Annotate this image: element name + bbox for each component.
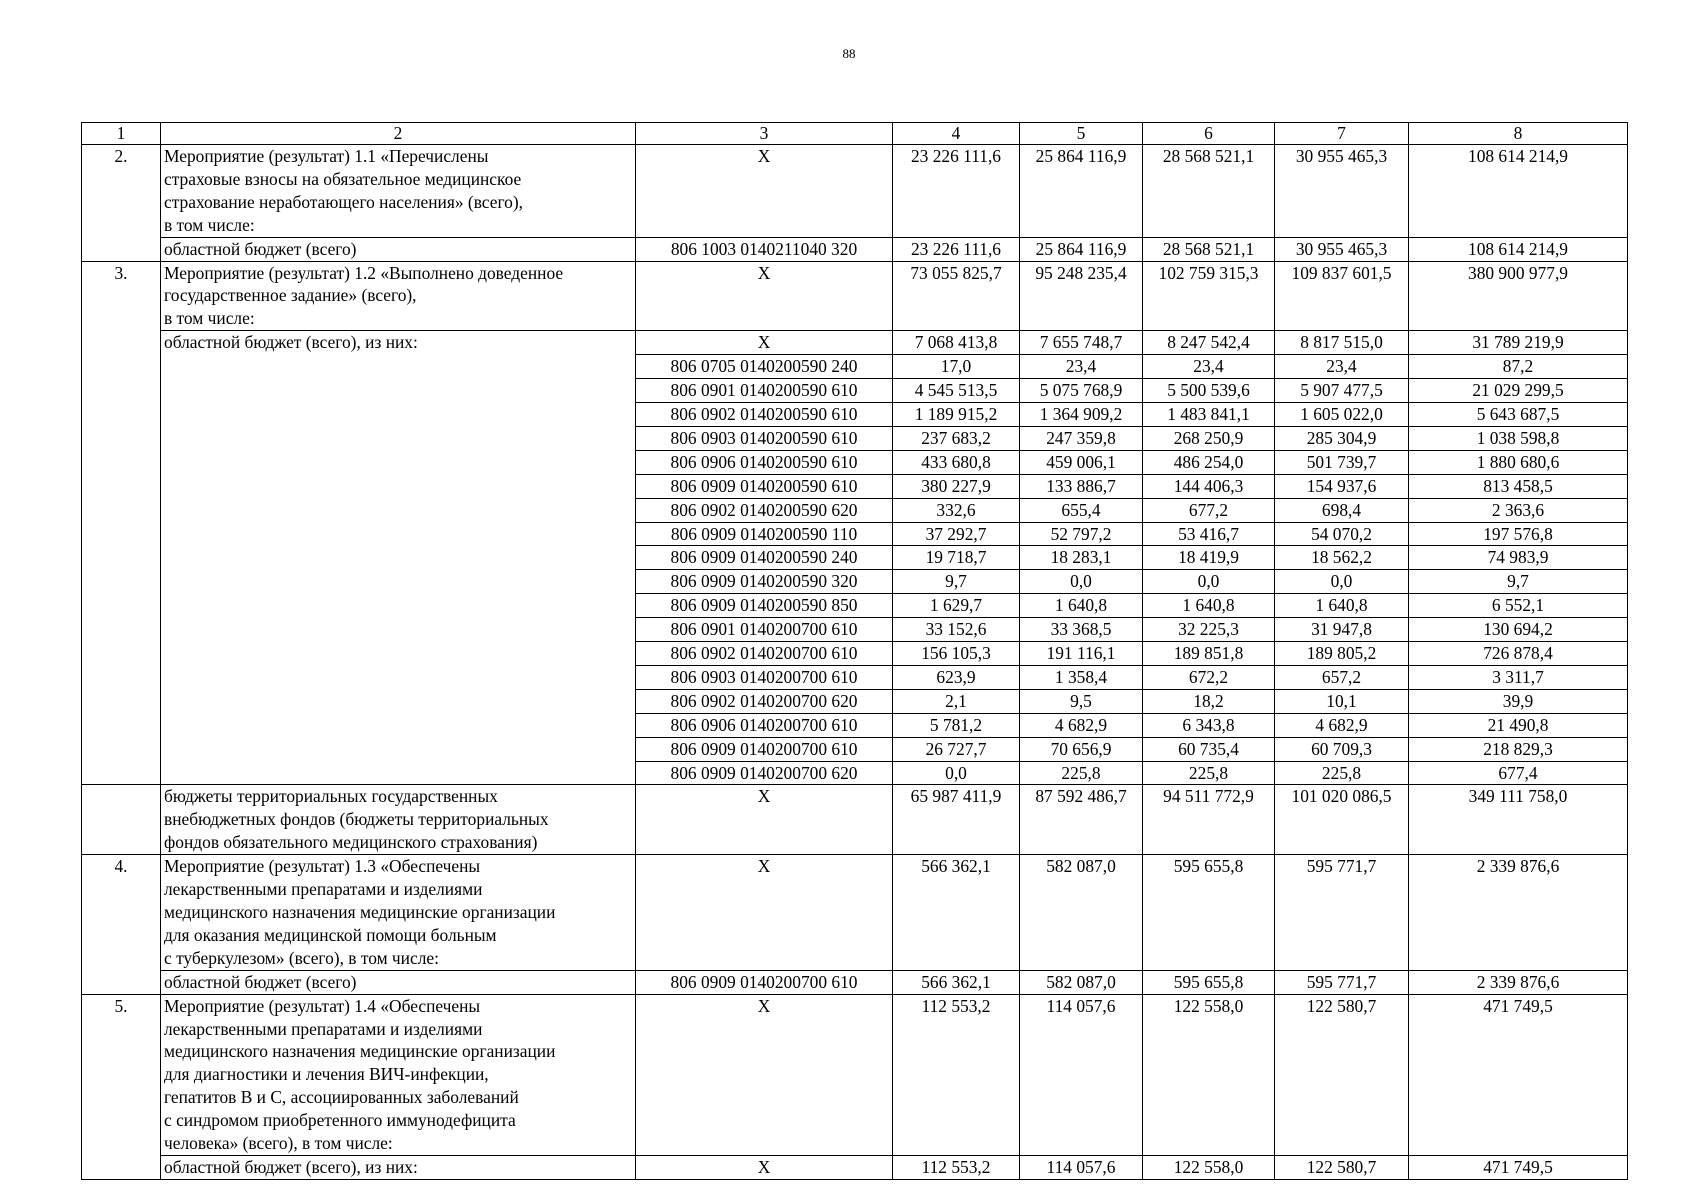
value-col4-cell: 17,0 — [893, 355, 1020, 379]
row-number-cell — [82, 402, 161, 426]
value-col8-cell: 21 029 299,5 — [1409, 379, 1628, 403]
value-col7-cell: 109 837 601,5 — [1275, 261, 1409, 331]
value-col7-cell: 595 771,7 — [1275, 855, 1409, 971]
row-name-line: областной бюджет (всего), из них: — [164, 332, 418, 353]
value-col4-cell: 7 068 413,8 — [893, 331, 1020, 355]
value-col8-cell: 2 339 876,6 — [1409, 970, 1628, 994]
value-col7-cell: 595 771,7 — [1275, 970, 1409, 994]
value-col8-cell: 3 311,7 — [1409, 665, 1628, 689]
table-row-budget-code — [82, 450, 1628, 474]
value-col7-cell: 122 580,7 — [1275, 1155, 1409, 1179]
value-col6-cell: 1 483 841,1 — [1143, 402, 1275, 426]
row-name-line: государственное задание» (всего), — [164, 285, 417, 306]
value-col6-cell: 268 250,9 — [1143, 426, 1275, 450]
value-col8-cell: 197 576,8 — [1409, 522, 1628, 546]
value-col5-cell: 25 864 116,9 — [1020, 145, 1143, 238]
table-row-budget-code — [82, 737, 1628, 761]
value-col5-cell: 582 087,0 — [1020, 855, 1143, 971]
value-col5-cell: 0,0 — [1020, 570, 1143, 594]
column-number-row — [82, 123, 1628, 145]
value-col4-cell: 566 362,1 — [893, 855, 1020, 971]
value-col8-cell: 74 983,9 — [1409, 546, 1628, 570]
row-name-cell — [161, 331, 636, 355]
value-col8-cell: 108 614 214,9 — [1409, 145, 1628, 238]
table-row-budget-source — [82, 785, 1628, 855]
table-row-budget-code — [82, 618, 1628, 642]
row-name-cell — [161, 642, 636, 666]
table-row-budget-source — [82, 1155, 1628, 1179]
value-col4-cell: 19 718,7 — [893, 546, 1020, 570]
value-col4-cell: 4 545 513,5 — [893, 379, 1020, 403]
value-col5-cell: 70 656,9 — [1020, 737, 1143, 761]
budget-code-cell: 806 0903 0140200590 610 — [636, 426, 893, 450]
row-number-cell — [82, 522, 161, 546]
row-name-line: с синдромом приобретенного иммунодефицита — [164, 1110, 516, 1131]
value-col4-cell: 2,1 — [893, 689, 1020, 713]
value-col6-cell: 122 558,0 — [1143, 994, 1275, 1155]
value-col4-cell: 9,7 — [893, 570, 1020, 594]
value-col5-cell: 225,8 — [1020, 761, 1143, 785]
table-row-budget-code — [82, 522, 1628, 546]
value-col5-cell: 9,5 — [1020, 689, 1143, 713]
value-col5-cell: 33 368,5 — [1020, 618, 1143, 642]
value-col5-cell: 18 283,1 — [1020, 546, 1143, 570]
value-col6-cell: 486 254,0 — [1143, 450, 1275, 474]
value-col7-cell: 5 907 477,5 — [1275, 379, 1409, 403]
row-number-cell: 5. — [82, 994, 161, 1155]
value-col5-cell: 459 006,1 — [1020, 450, 1143, 474]
row-number-cell — [82, 237, 161, 261]
row-name-cell — [161, 689, 636, 713]
value-col5-cell: 7 655 748,7 — [1020, 331, 1143, 355]
budget-code-cell: 806 0909 0140200590 610 — [636, 474, 893, 498]
value-col7-cell: 501 739,7 — [1275, 450, 1409, 474]
value-col5-cell: 247 359,8 — [1020, 426, 1143, 450]
row-number-cell — [82, 379, 161, 403]
value-col4-cell: 433 680,8 — [893, 450, 1020, 474]
budget-code-cell: 806 0902 0140200590 620 — [636, 498, 893, 522]
row-name-cell — [161, 355, 636, 379]
budget-code-cell: X — [636, 994, 893, 1155]
table-row-budget-code — [82, 594, 1628, 618]
row-name-cell — [161, 261, 636, 331]
row-name-cell — [161, 994, 636, 1155]
value-col5-cell: 114 057,6 — [1020, 1155, 1143, 1179]
value-col8-cell: 31 789 219,9 — [1409, 331, 1628, 355]
budget-code-cell: 806 0902 0140200700 620 — [636, 689, 893, 713]
value-col6-cell: 8 247 542,4 — [1143, 331, 1275, 355]
row-name-cell — [161, 546, 636, 570]
value-col6-cell: 1 640,8 — [1143, 594, 1275, 618]
value-col6-cell: 595 655,8 — [1143, 855, 1275, 971]
value-col6-cell: 28 568 521,1 — [1143, 145, 1275, 238]
value-col7-cell: 30 955 465,3 — [1275, 145, 1409, 238]
row-name-cell — [161, 761, 636, 785]
value-col5-cell: 5 075 768,9 — [1020, 379, 1143, 403]
value-col4-cell: 112 553,2 — [893, 1155, 1020, 1179]
value-col7-cell: 154 937,6 — [1275, 474, 1409, 498]
value-col7-cell: 0,0 — [1275, 570, 1409, 594]
column-number: 1 — [82, 123, 161, 145]
table-row-measure — [82, 261, 1628, 331]
row-name-line: человека» (всего), в том числе: — [164, 1133, 393, 1154]
row-number-cell — [82, 331, 161, 355]
budget-code-cell: 806 0901 0140200590 610 — [636, 379, 893, 403]
value-col7-cell: 31 947,8 — [1275, 618, 1409, 642]
value-col6-cell: 677,2 — [1143, 498, 1275, 522]
value-col8-cell: 471 749,5 — [1409, 994, 1628, 1155]
row-name-line: с туберкулезом» (всего), в том числе: — [164, 947, 439, 968]
value-col8-cell: 218 829,3 — [1409, 737, 1628, 761]
row-name-cell — [161, 618, 636, 642]
column-number: 8 — [1409, 123, 1628, 145]
row-name-cell — [161, 145, 636, 238]
value-col8-cell: 108 614 214,9 — [1409, 237, 1628, 261]
row-number-cell: 4. — [82, 855, 161, 971]
row-name-cell — [161, 594, 636, 618]
table-row-budget-code — [82, 402, 1628, 426]
row-number-cell — [82, 498, 161, 522]
value-col4-cell: 623,9 — [893, 665, 1020, 689]
row-name-cell — [161, 237, 636, 261]
budget-code-cell: 806 0902 0140200590 610 — [636, 402, 893, 426]
row-name-line: медицинского назначения медицинские организации — [164, 902, 556, 922]
column-number: 7 — [1275, 123, 1409, 145]
value-col5-cell: 191 116,1 — [1020, 642, 1143, 666]
table-row-measure — [82, 145, 1628, 238]
value-col4-cell: 73 055 825,7 — [893, 261, 1020, 331]
row-name-line: в том числе: — [164, 214, 255, 235]
value-col7-cell: 23,4 — [1275, 355, 1409, 379]
page-number: 88 — [842, 46, 856, 61]
row-name-cell — [161, 402, 636, 426]
budget-code-cell: X — [636, 785, 893, 855]
value-col8-cell: 39,9 — [1409, 689, 1628, 713]
value-col7-cell: 1 605 022,0 — [1275, 402, 1409, 426]
value-col4-cell: 65 987 411,9 — [893, 785, 1020, 855]
value-col6-cell: 53 416,7 — [1143, 522, 1275, 546]
value-col8-cell: 9,7 — [1409, 570, 1628, 594]
table-row-budget-code — [82, 355, 1628, 379]
value-col5-cell: 23,4 — [1020, 355, 1143, 379]
row-name-line: страхование неработающего населения» (всего), — [164, 191, 523, 212]
budget-code-cell: 806 0909 0140200590 240 — [636, 546, 893, 570]
row-name-line: лекарственными препаратами и изделиями — [164, 1018, 483, 1039]
column-number: 5 — [1020, 123, 1143, 145]
value-col5-cell: 1 640,8 — [1020, 594, 1143, 618]
value-col8-cell: 2 339 876,6 — [1409, 855, 1628, 971]
value-col4-cell: 37 292,7 — [893, 522, 1020, 546]
value-col8-cell: 813 458,5 — [1409, 474, 1628, 498]
value-col6-cell: 672,2 — [1143, 665, 1275, 689]
value-col7-cell: 54 070,2 — [1275, 522, 1409, 546]
table-row-budget-code — [82, 546, 1628, 570]
row-name-line: областной бюджет (всего) — [164, 971, 357, 992]
value-col5-cell: 133 886,7 — [1020, 474, 1143, 498]
row-number-cell — [82, 642, 161, 666]
row-name-line: Мероприятие (результат) 1.2 «Выполнено доведенное — [164, 262, 564, 283]
value-col6-cell: 122 558,0 — [1143, 1155, 1275, 1179]
table-row-measure — [82, 994, 1628, 1155]
value-col7-cell: 1 640,8 — [1275, 594, 1409, 618]
value-col8-cell: 5 643 687,5 — [1409, 402, 1628, 426]
table-row-budget-code — [82, 426, 1628, 450]
value-col7-cell: 225,8 — [1275, 761, 1409, 785]
value-col4-cell: 1 629,7 — [893, 594, 1020, 618]
value-col4-cell: 23 226 111,6 — [893, 145, 1020, 238]
value-col4-cell: 5 781,2 — [893, 713, 1020, 737]
row-name-cell — [161, 498, 636, 522]
value-col6-cell: 18 419,9 — [1143, 546, 1275, 570]
value-col8-cell: 21 490,8 — [1409, 713, 1628, 737]
value-col8-cell: 471 749,5 — [1409, 1155, 1628, 1179]
row-name-line: Мероприятие (результат) 1.1 «Перечислены — [164, 146, 489, 166]
value-col8-cell: 1 880 680,6 — [1409, 450, 1628, 474]
value-col6-cell: 18,2 — [1143, 689, 1275, 713]
budget-code-cell: X — [636, 331, 893, 355]
value-col8-cell: 2 363,6 — [1409, 498, 1628, 522]
row-name-line: бюджеты территориальных государственных — [164, 786, 498, 807]
value-col4-cell: 23 226 111,6 — [893, 237, 1020, 261]
row-number-cell — [82, 426, 161, 450]
value-col5-cell: 655,4 — [1020, 498, 1143, 522]
value-col4-cell: 26 727,7 — [893, 737, 1020, 761]
value-col8-cell: 87,2 — [1409, 355, 1628, 379]
value-col7-cell: 30 955 465,3 — [1275, 237, 1409, 261]
value-col5-cell: 582 087,0 — [1020, 970, 1143, 994]
table-body — [82, 145, 1628, 1180]
row-number-cell — [82, 546, 161, 570]
value-col6-cell: 60 735,4 — [1143, 737, 1275, 761]
value-col8-cell: 1 038 598,8 — [1409, 426, 1628, 450]
value-col5-cell: 25 864 116,9 — [1020, 237, 1143, 261]
table-row-budget-code — [82, 761, 1628, 785]
value-col7-cell: 698,4 — [1275, 498, 1409, 522]
row-number-cell — [82, 618, 161, 642]
row-number-cell — [82, 594, 161, 618]
budget-code-cell: 806 0909 0140200700 610 — [636, 970, 893, 994]
row-name-line: областной бюджет (всего), из них: — [164, 1156, 418, 1177]
table-row-budget-source — [82, 331, 1628, 355]
value-col4-cell: 237 683,2 — [893, 426, 1020, 450]
value-col7-cell: 8 817 515,0 — [1275, 331, 1409, 355]
value-col4-cell: 0,0 — [893, 761, 1020, 785]
budget-code-cell: 806 0909 0140200700 620 — [636, 761, 893, 785]
value-col5-cell: 87 592 486,7 — [1020, 785, 1143, 855]
value-col6-cell: 23,4 — [1143, 355, 1275, 379]
row-name-cell — [161, 570, 636, 594]
table-row-budget-code — [82, 474, 1628, 498]
budget-table — [81, 122, 1628, 1180]
row-number-cell — [82, 450, 161, 474]
budget-code-cell: X — [636, 261, 893, 331]
table-row-budget-source — [82, 237, 1628, 261]
value-col4-cell: 1 189 915,2 — [893, 402, 1020, 426]
table-row-budget-code — [82, 498, 1628, 522]
budget-code-cell: X — [636, 1155, 893, 1179]
row-name-cell — [161, 379, 636, 403]
row-name-cell — [161, 737, 636, 761]
budget-code-cell: X — [636, 855, 893, 971]
table-row-budget-code — [82, 570, 1628, 594]
value-col6-cell: 32 225,3 — [1143, 618, 1275, 642]
value-col6-cell: 595 655,8 — [1143, 970, 1275, 994]
value-col7-cell: 10,1 — [1275, 689, 1409, 713]
value-col7-cell: 101 020 086,5 — [1275, 785, 1409, 855]
value-col4-cell: 332,6 — [893, 498, 1020, 522]
value-col6-cell: 94 511 772,9 — [1143, 785, 1275, 855]
budget-code-cell: 806 0909 0140200590 850 — [636, 594, 893, 618]
row-name-cell — [161, 474, 636, 498]
value-col5-cell: 1 364 909,2 — [1020, 402, 1143, 426]
budget-code-cell: 806 0906 0140200590 610 — [636, 450, 893, 474]
row-number-cell: 3. — [82, 261, 161, 331]
column-number: 3 — [636, 123, 893, 145]
value-col8-cell: 380 900 977,9 — [1409, 261, 1628, 331]
row-name-cell — [161, 855, 636, 971]
row-number-cell — [82, 737, 161, 761]
column-number: 4 — [893, 123, 1020, 145]
row-name-cell — [161, 713, 636, 737]
value-col6-cell: 28 568 521,1 — [1143, 237, 1275, 261]
value-col6-cell: 6 343,8 — [1143, 713, 1275, 737]
budget-code-cell: 806 0903 0140200700 610 — [636, 665, 893, 689]
row-number-cell — [82, 474, 161, 498]
row-name-line: Мероприятие (результат) 1.3 «Обеспечены — [164, 856, 481, 877]
row-name-cell — [161, 522, 636, 546]
table-row-budget-code — [82, 379, 1628, 403]
value-col4-cell: 380 227,9 — [893, 474, 1020, 498]
value-col5-cell: 1 358,4 — [1020, 665, 1143, 689]
value-col7-cell: 60 709,3 — [1275, 737, 1409, 761]
row-number-cell — [82, 785, 161, 855]
value-col8-cell: 6 552,1 — [1409, 594, 1628, 618]
row-number-cell — [82, 1155, 161, 1179]
row-name-line: внебюджетных фондов (бюджеты территориальных — [164, 809, 549, 830]
row-name-line: для оказания медицинской помощи больным — [164, 924, 497, 945]
row-number-cell — [82, 761, 161, 785]
budget-code-cell: X — [636, 145, 893, 238]
value-col5-cell: 95 248 235,4 — [1020, 261, 1143, 331]
table-row-budget-code — [82, 713, 1628, 737]
value-col5-cell: 52 797,2 — [1020, 522, 1143, 546]
value-col4-cell: 33 152,6 — [893, 618, 1020, 642]
column-number: 2 — [161, 123, 636, 145]
budget-code-cell: 806 0909 0140200700 610 — [636, 737, 893, 761]
row-number-cell — [82, 355, 161, 379]
budget-code-cell: 806 1003 0140211040 320 — [636, 237, 893, 261]
value-col6-cell: 0,0 — [1143, 570, 1275, 594]
budget-code-cell: 806 0705 0140200590 240 — [636, 355, 893, 379]
value-col5-cell: 4 682,9 — [1020, 713, 1143, 737]
row-number-cell — [82, 713, 161, 737]
value-col4-cell: 156 105,3 — [893, 642, 1020, 666]
row-name-line: в том числе: — [164, 308, 255, 329]
row-name-cell — [161, 785, 636, 855]
row-name-cell — [161, 970, 636, 994]
table-row-measure — [82, 855, 1628, 971]
value-col8-cell: 726 878,4 — [1409, 642, 1628, 666]
table-row-budget-code — [82, 689, 1628, 713]
row-name-line: для диагностики и лечения ВИЧ-инфекции, — [164, 1064, 489, 1085]
row-name-line: Мероприятие (результат) 1.4 «Обеспечены — [164, 995, 481, 1016]
row-name-cell — [161, 1155, 636, 1179]
table-row-budget-source — [82, 970, 1628, 994]
value-col6-cell: 5 500 539,6 — [1143, 379, 1275, 403]
value-col6-cell: 102 759 315,3 — [1143, 261, 1275, 331]
row-number-cell — [82, 689, 161, 713]
budget-code-cell: 806 0901 0140200700 610 — [636, 618, 893, 642]
value-col7-cell: 122 580,7 — [1275, 994, 1409, 1155]
row-name-line: гепатитов В и С, ассоциированных заболеваний — [164, 1087, 519, 1108]
column-number: 6 — [1143, 123, 1275, 145]
row-name-line: страховые взносы на обязательное медицинское — [164, 168, 522, 189]
value-col4-cell: 112 553,2 — [893, 994, 1020, 1155]
row-number-cell — [82, 665, 161, 689]
row-number-cell — [82, 970, 161, 994]
value-col7-cell: 285 304,9 — [1275, 426, 1409, 450]
value-col7-cell: 18 562,2 — [1275, 546, 1409, 570]
budget-code-cell: 806 0909 0140200590 110 — [636, 522, 893, 546]
budget-code-cell: 806 0902 0140200700 610 — [636, 642, 893, 666]
row-number-cell: 2. — [82, 145, 161, 238]
row-number-cell — [82, 570, 161, 594]
row-name-cell — [161, 450, 636, 474]
row-name-line: областной бюджет (всего) — [164, 238, 357, 259]
row-name-line: фондов обязательного медицинского страхования) — [164, 832, 538, 853]
row-name-line: медицинского назначения медицинские организации — [164, 1041, 556, 1062]
value-col8-cell: 677,4 — [1409, 761, 1628, 785]
value-col6-cell: 225,8 — [1143, 761, 1275, 785]
value-col4-cell: 566 362,1 — [893, 970, 1020, 994]
row-name-line: лекарственными препаратами и изделиями — [164, 879, 483, 900]
value-col7-cell: 189 805,2 — [1275, 642, 1409, 666]
value-col8-cell: 130 694,2 — [1409, 618, 1628, 642]
value-col8-cell: 349 111 758,0 — [1409, 785, 1628, 855]
table-row-budget-code — [82, 642, 1628, 666]
value-col5-cell: 114 057,6 — [1020, 994, 1143, 1155]
value-col6-cell: 189 851,8 — [1143, 642, 1275, 666]
value-col6-cell: 144 406,3 — [1143, 474, 1275, 498]
row-name-cell — [161, 426, 636, 450]
budget-code-cell: 806 0909 0140200590 320 — [636, 570, 893, 594]
row-name-cell — [161, 665, 636, 689]
budget-code-cell: 806 0906 0140200700 610 — [636, 713, 893, 737]
value-col7-cell: 4 682,9 — [1275, 713, 1409, 737]
table-row-budget-code — [82, 665, 1628, 689]
value-col7-cell: 657,2 — [1275, 665, 1409, 689]
